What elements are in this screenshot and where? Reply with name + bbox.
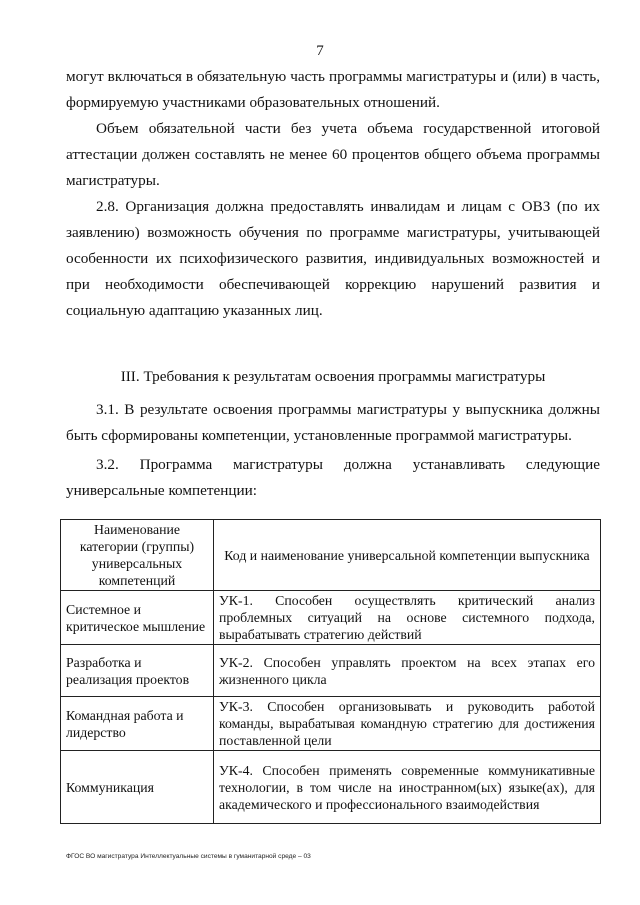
- competence-cell: УК-2. Способен управлять проектом на всех этапах его жизненного цикла: [214, 645, 601, 697]
- paragraph-mandatory-part: Объем обязательной части без учета объема государственной итоговой аттестации должен составлять не менее 60 процентов общего объема программы магистратуры.: [66, 120, 600, 189]
- competence-cell: УК-3. Способен организовывать и руководить работой команды, вырабатывая командную стратегию для достижения поставленной цели: [214, 697, 601, 751]
- footer-note: ФГОС ВО магистратура Интеллектуальные системы в гуманитарной среде – 03: [66, 853, 311, 860]
- paragraph-2-8: 2.8. Организация должна предоставлять инвалидам и лицам с ОВЗ (по их заявлению) возможность обучения по программе магистратуры, учитывающей особенности их психофизического развития, индивидуальных возможностей и при необходимости обеспечивающей коррекцию нарушений развития и социальную адаптацию указанных лиц.: [66, 198, 600, 319]
- table-row: [61, 751, 601, 824]
- table-row: [61, 645, 601, 697]
- body-text-top: [66, 64, 600, 324]
- header-category: Наименование категории (группы) универсальных компетенций: [61, 520, 214, 591]
- section-heading: III. Требования к результатам освоения программы магистратуры: [120, 368, 546, 385]
- paragraph-3-2: 3.2. Программа магистратуры должна устанавливать следующие универсальные компетенции:: [66, 456, 600, 499]
- page-number: 7: [316, 43, 324, 59]
- category-cell: Разработка и реализация проектов: [61, 645, 214, 697]
- category-cell: Коммуникация: [61, 751, 214, 824]
- paragraph-continuation: могут включаться в обязательную часть программы магистратуры и (или) в часть, формируемую участниками образовательных отношений.: [66, 68, 600, 111]
- category-cell: Системное и критическое мышление: [61, 591, 214, 645]
- header-competence: Код и наименование универсальной компетенции выпускника: [214, 520, 601, 591]
- paragraph-3-1: 3.1. В результате освоения программы магистратуры у выпускника должны быть сформированы компетенции, установленные программой магистратуры.: [66, 401, 600, 444]
- body-text-section3: [66, 397, 600, 504]
- competences-table: [60, 519, 601, 824]
- table-row: [61, 591, 601, 645]
- competence-cell: УК-1. Способен осуществлять критический анализ проблемных ситуаций на основе системного подхода, вырабатывать стратегию действий: [214, 591, 601, 645]
- table-header-row: [61, 520, 601, 591]
- category-cell: Командная работа и лидерство: [61, 697, 214, 751]
- table-row: [61, 697, 601, 751]
- competence-cell: УК-4. Способен применять современные коммуникативные технологии, в том числе на иностранном(ых) языке(ах), для академического и профессионального взаимодействия: [214, 751, 601, 824]
